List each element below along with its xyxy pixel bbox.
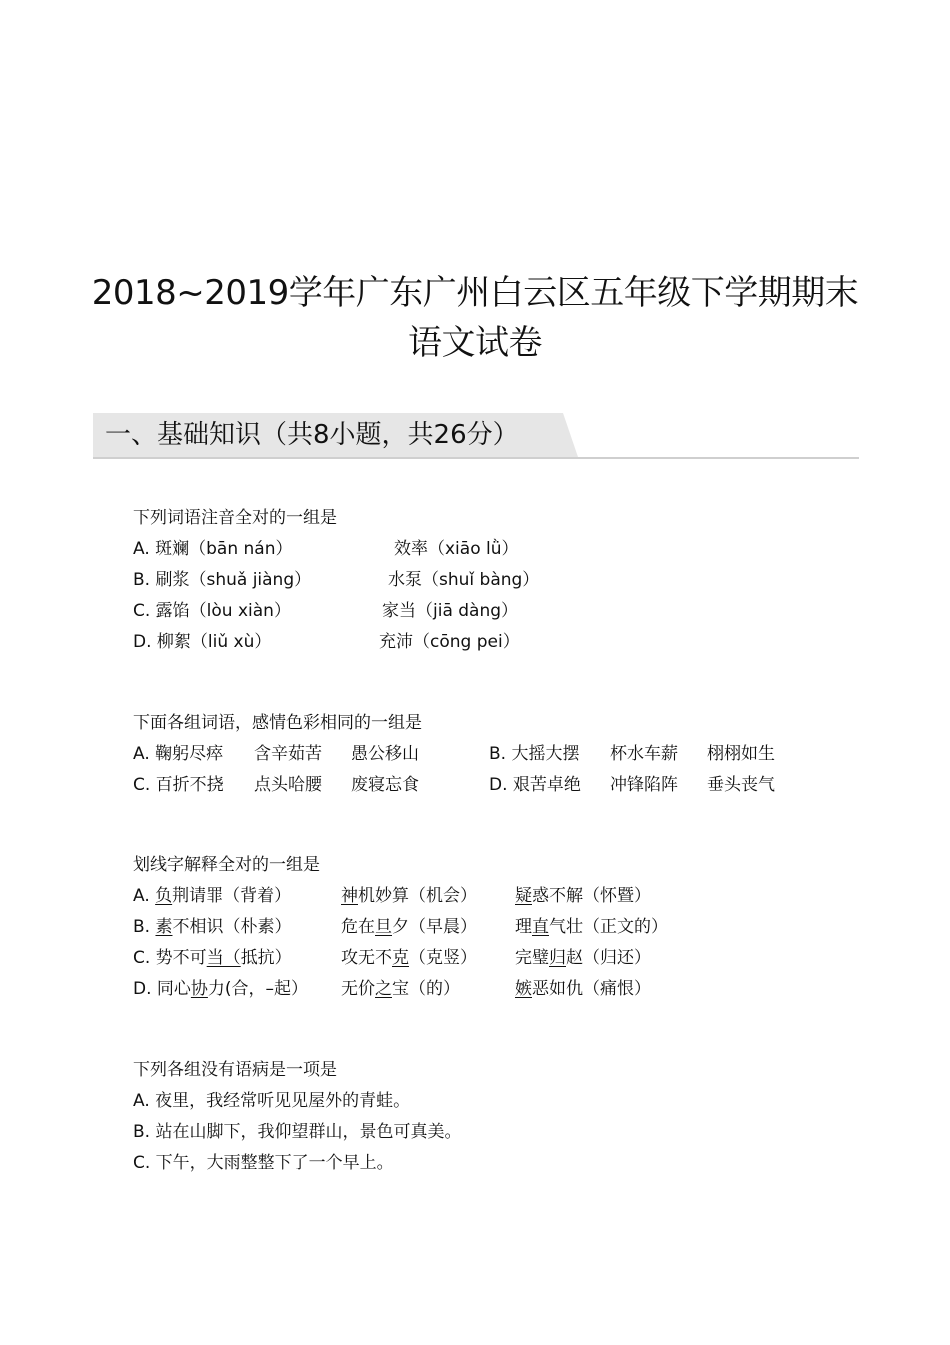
option-item: C. 势不可当（抵抗） (133, 948, 292, 968)
section-title: 一、基础知识（共8小题，共26分） (105, 420, 519, 450)
option-word: 杯水车薪 (610, 744, 678, 764)
question-2 (133, 708, 775, 801)
question-1 (133, 503, 540, 658)
option-item: 神机妙算（机会） (341, 886, 477, 906)
question-3 (133, 850, 668, 1005)
option-text: 水泵（shuǐ bàng） (388, 570, 540, 590)
option-word: 含辛茹苦 (254, 744, 322, 764)
option-word: 冲锋陷阵 (610, 775, 678, 795)
option-text: A. 斑斓（bān nán） (133, 539, 293, 559)
question-stem: 下列各组没有语病是一项是 (133, 1060, 337, 1080)
underlined-char: 协 (190, 979, 208, 999)
section-header (93, 413, 859, 459)
title-line-2: 语文试卷 (408, 323, 542, 363)
option-word: 垂头丧气 (707, 775, 775, 795)
underlined-char: 素 (155, 917, 173, 937)
option-b: B. 站在山脚下，我仰望群山，景色可真美。 (133, 1122, 462, 1142)
question-stem: 下面各组词语，感情色彩相同的一组是 (133, 713, 422, 733)
document-title (0, 268, 950, 368)
underlined-char: 负 (155, 886, 173, 906)
underlined-char: 嫉 (515, 979, 532, 999)
title-line-1: 2018~2019学年广东广州白云区五年级下学期期末 (91, 273, 859, 313)
underlined-char: 直 (532, 917, 549, 937)
option-item: 理直气壮（正文的） (515, 917, 668, 937)
option-word: C. 百折不挠 (133, 775, 224, 795)
option-c (133, 596, 519, 627)
option-item: 完璧归赵（归还） (515, 948, 651, 968)
option-b (133, 912, 668, 943)
option-item: 无价之宝（的） (341, 979, 460, 999)
option-a: A. 夜里，我经常听见见屋外的青蛙。 (133, 1091, 411, 1111)
question-4 (133, 1055, 461, 1179)
option-text: C. 露馅（lòu xiàn） (133, 601, 291, 621)
option-c: C. 下午，大雨整整下了一个早上。 (133, 1153, 394, 1173)
option-item: 嫉恶如仇（痛恨） (515, 979, 651, 999)
option-text: D. 柳絮（liǔ xù） (133, 632, 272, 652)
option-item: A. 负荆请罪（背着） (133, 886, 292, 906)
option-item: B. 素不相识（朴素） (133, 917, 292, 937)
option-c (133, 943, 651, 974)
option-text: B. 刷浆（shuǎ jiàng） (133, 570, 312, 590)
option-word: 点头哈腰 (254, 775, 322, 795)
underlined-char: 疑 (515, 886, 532, 906)
option-word: A. 鞠躬尽瘁 (133, 744, 224, 764)
underlined-char: 当（ (206, 948, 241, 968)
option-item: D. 同心协力(合，–起） (133, 979, 309, 999)
option-text: 效率（xiāo lǜ） (394, 539, 519, 559)
underlined-char: 之 (375, 979, 392, 999)
option-b (133, 565, 540, 596)
question-stem: 下列词语注音全对的一组是 (133, 508, 337, 528)
underlined-char: 归 (549, 948, 566, 968)
option-text: 家当（jiā dàng） (382, 601, 519, 621)
option-row (133, 739, 775, 770)
option-text: 充沛（cōng pei） (379, 632, 520, 652)
option-word: D. 艰苦卓绝 (489, 775, 581, 795)
option-a (133, 534, 519, 565)
option-row (133, 770, 775, 801)
option-d (133, 974, 651, 1005)
option-item: 危在旦夕（早晨） (341, 917, 477, 937)
option-a (133, 881, 651, 912)
option-word: 栩栩如生 (707, 744, 775, 764)
option-d (133, 627, 520, 658)
option-word: 废寝忘食 (351, 775, 419, 795)
underlined-char: 神 (341, 886, 358, 906)
option-item: 疑惑不解（怀暨） (515, 886, 651, 906)
underlined-char: 克 (392, 948, 409, 968)
option-word: 愚公移山 (351, 744, 419, 764)
underlined-char: 旦 (375, 917, 392, 937)
question-stem: 划线字解释全对的一组是 (133, 855, 320, 875)
option-item: 攻无不克（克竖） (341, 948, 477, 968)
section-header-rule (93, 457, 859, 459)
option-word: B. 大摇大摆 (489, 744, 580, 764)
